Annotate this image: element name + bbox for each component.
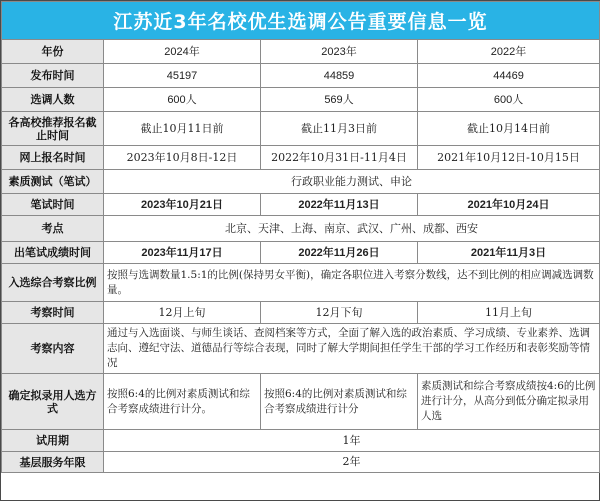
site-label: 考点 (2, 216, 104, 242)
recommend-label: 各高校推荐报名截止时间 (2, 112, 104, 146)
table-row (2, 264, 600, 302)
probation-label: 试用期 (2, 430, 104, 452)
inspect-time-2024: 12月上旬 (104, 302, 261, 324)
site-value: 北京、天津、上海、南京、武汉、广州、成都、西安 (104, 216, 600, 242)
inspect-time-2023: 12月下旬 (261, 302, 418, 324)
year-2023: 2023年 (261, 40, 418, 64)
table-row (2, 146, 600, 170)
year-label: 年份 (2, 40, 104, 64)
method-2023: 按照6:4的比例对素质测试和综合考察成绩进行计分 (261, 374, 418, 430)
quality-label: 素质测试（笔试） (2, 170, 104, 194)
table-row (2, 302, 600, 324)
inspect-content-label: 考察内容 (2, 324, 104, 374)
quality-value: 行政职业能力测试、申论 (104, 170, 600, 194)
count-label: 选调人数 (2, 88, 104, 112)
recommend-2022: 截止10月14日前 (418, 112, 600, 146)
table-row (2, 242, 600, 264)
table-row (2, 452, 600, 473)
table-row (2, 112, 600, 146)
result-2022: 2021年11月3日 (418, 242, 600, 264)
written-label: 笔试时间 (2, 194, 104, 216)
probation-value: 1年 (104, 430, 600, 452)
table-row (2, 88, 600, 112)
table-row (2, 64, 600, 88)
table-row (2, 324, 600, 374)
publish-2023: 44859 (261, 64, 418, 88)
inspect-time-label: 考察时间 (2, 302, 104, 324)
written-2022: 2021年10月24日 (418, 194, 600, 216)
inspect-time-2022: 11月上旬 (418, 302, 600, 324)
count-2023: 569人 (261, 88, 418, 112)
publish-2022: 44469 (418, 64, 600, 88)
year-2022: 2022年 (418, 40, 600, 64)
table-row (2, 430, 600, 452)
info-table (1, 1, 600, 473)
method-2022: 素质测试和综合考察成绩按4:6的比例进行计分，从高分到低分确定拟录用人选 (418, 374, 600, 430)
count-2024: 600人 (104, 88, 261, 112)
service-value: 2年 (104, 452, 600, 473)
table-row (2, 216, 600, 242)
online-2022: 2021年10月12日-10月15日 (418, 146, 600, 170)
written-2023: 2022年11月13日 (261, 194, 418, 216)
online-2023: 2022年10月31日-11月4日 (261, 146, 418, 170)
recommend-2023: 截止11月3日前 (261, 112, 418, 146)
count-2022: 600人 (418, 88, 600, 112)
result-label: 出笔试成绩时间 (2, 242, 104, 264)
ratio-label: 入选综合考察比例 (2, 264, 104, 302)
ratio-value: 按照与选调数量1.5:1的比例(保持男女平衡)，确定各职位进入考察分数线，达不到比例的相应调减选调数量。 (104, 264, 600, 302)
result-2023: 2022年11月26日 (261, 242, 418, 264)
table-row (2, 40, 600, 64)
online-2024: 2023年10月8日-12日 (104, 146, 261, 170)
table-row (2, 170, 600, 194)
method-2024: 按照6:4的比例对素质测试和综合考察成绩进行计分。 (104, 374, 261, 430)
recommend-2024: 截止10月11日前 (104, 112, 261, 146)
inspect-content-value: 通过与入选面谈、与师生谈话、查阅档案等方式，全面了解入选的政治素质、学习成绩、专业素养、选调志向、遵纪守法、道德品行等综合表现，同时了解大学期间担任学生干部的学习工作经历和表彰奖励等情况 (104, 324, 600, 374)
result-2024: 2023年11月17日 (104, 242, 261, 264)
written-2024: 2023年10月21日 (104, 194, 261, 216)
online-label: 网上报名时间 (2, 146, 104, 170)
table-row (2, 194, 600, 216)
publish-2024: 45197 (104, 64, 261, 88)
page-title: 江苏近3年名校优生选调公告重要信息一览 (2, 2, 600, 40)
service-label: 基层服务年限 (2, 452, 104, 473)
publish-label: 发布时间 (2, 64, 104, 88)
table-row (2, 374, 600, 430)
year-2024: 2024年 (104, 40, 261, 64)
method-label: 确定拟录用人选方式 (2, 374, 104, 430)
